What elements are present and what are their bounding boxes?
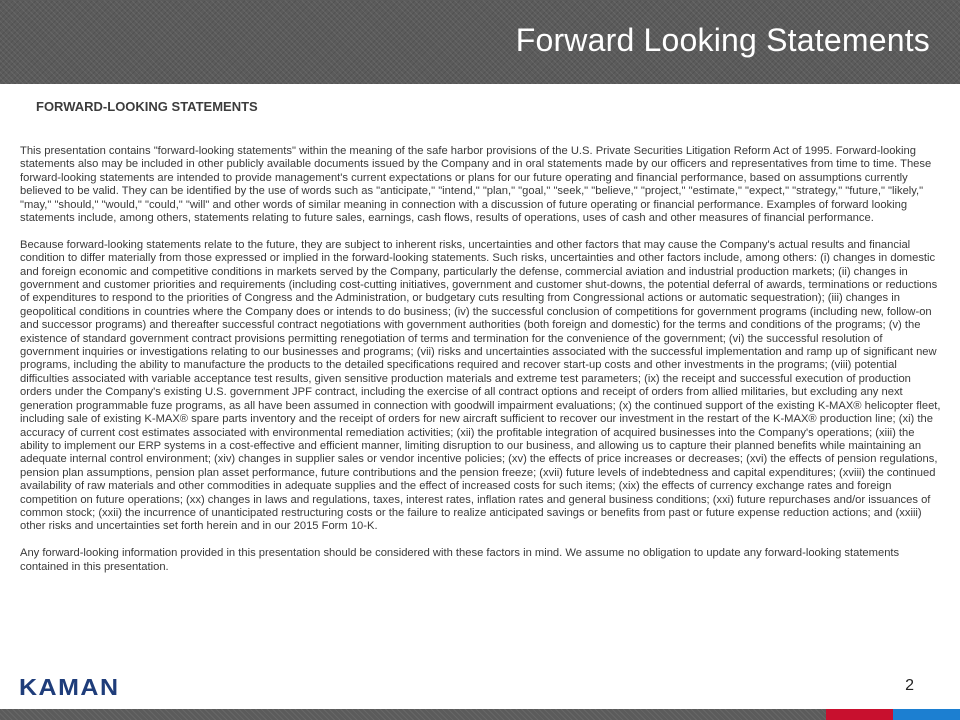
slide-title: Forward Looking Statements	[515, 22, 930, 58]
body-text	[20, 145, 942, 587]
kaman-logo: KAMAN	[19, 675, 120, 701]
footer-accent-blue	[893, 709, 960, 720]
header-band	[0, 0, 960, 84]
paragraph-risk-factors: Because forward-looking statements relate to the future, they are subject to inherent risks, uncertainties and other factors that may cause the Company's actual results and financial condition to differ materially from those expressed or implied in the forward-looking statements. Such risks, uncertainties and other factors include, among others: (i) changes in domestic and foreign economic and competitive conditions in markets served by the Company, particularly the defense, commercial aviation and industrial production markets; (ii) changes in government and customer priorities and requirements (including cost-cutting initiatives, government and customer shut-downs, the potential deferral of awards, terminations or reductions of expenditures to respond to the priorities of Congress and the Administration, or budgetary cuts resulting from Congressional actions or automatic sequestration); (iii) changes in geopolitical conditions in countries where the Company does or intends to do business; (iv) the successful conclusion of competitions for government programs (including new, follow-on and successor programs) and thereafter successful contract negotiations with government authorities (both foreign and domestic) for the terms and conditions of the programs; (v) the existence of standard government contract provisions permitting renegotiation of terms and termination for the convenience of the government; (vi) the successful resolution of government inquiries or investigations relating to our businesses and programs; (vii) risks and uncertainties associated with the successful implementation and ramp up of significant new programs, including the ability to manufacture the products to the detailed specifications required and recover start-up costs and other investments in the programs; (viii) potential difficulties associated with variable acceptance test results, given sensitive production materials and extreme test parameters; (ix) the receipt and successful execution of production orders under the Company's existing U.S. government JPF contract, including the exercise of all contract options and receipt of orders from allied militaries, but excluding any next generation programmable fuze programs, as all have been assumed in connection with goodwill impairment evaluations; (x) the continued support of the existing K-MAX® helicopter fleet, including sale of existing K-MAX® spare parts inventory and the receipt of orders for new aircraft sufficient to recover our investment in the restart of the K-MAX® production line; (xi) the accuracy of current cost estimates associated with environmental remediation activities; (xii) the profitable integration of acquired businesses into the Company's operations; (xiii) the ability to implement our ERP systems in a cost-effective and efficient manner, limiting disruption to our business, and allowing us to capture their planned benefits while maintaining an adequate internal control environment; (xiv) changes in supplier sales or vendor incentive policies; (xv) the effects of price increases or decreases; (xvi) the effects of pension regulations, pension plan assumptions, pension plan asset performance, future contributions and the pension freeze; (xvii) future levels of indebtedness and capital expenditures; (xviii) the continued availability of raw materials and other commodities in adequate supplies and the effect of increased costs for such items; (xix) the effects of currency exchange rates and foreign competition on future operations; (xx) changes in laws and regulations, taxes, interest rates, inflation rates and general business conditions; (xxi) future repurchases and/or issuances of common stock; (xxii) the incurrence of unanticipated restructuring costs or the failure to realize anticipated savings or benefits from past or future expense reduction actions; and (xxiii) other risks and uncertainties set forth herein and in our 2015 Form 10-K.	[20, 238, 941, 533]
paragraph-disclaimer: Any forward-looking information provided in this presentation should be considered with these factors in mind. We assume no obligation to update any forward-looking statements contained in this presentation.	[20, 547, 900, 573]
footer-bar	[0, 709, 826, 720]
section-heading: FORWARD-LOOKING STATEMENTS	[36, 99, 258, 114]
paragraph-intro: This presentation contains "forward-looking statements" within the meaning of the safe harbor provisions of the U.S. Private Securities Litigation Reform Act of 1995. Forward-looking statements also may be included in other publicly available documents issued by the Company and in oral statements made by our officers and representatives from time to time. These forward-looking statements are intended to provide management's current expectations or plans for our future operating and financial performance, based on assumptions currently believed to be valid. They can be identified by the use of words such as "anticipate," "intend," "plan," "goal," "seek," "believe," "project," "estimate," "expect," "strategy," "future," "likely," "may," "should," "would," "could," "will" and other words of similar meaning in connection with a discussion of future operating or financial performance. Examples of forward looking statements include, among others, statements relating to future sales, earnings, cash flows, results of operations, uses of cash and other measures of financial performance.	[20, 145, 932, 225]
footer-accent-red	[826, 709, 893, 720]
page-number: 2	[905, 677, 914, 694]
